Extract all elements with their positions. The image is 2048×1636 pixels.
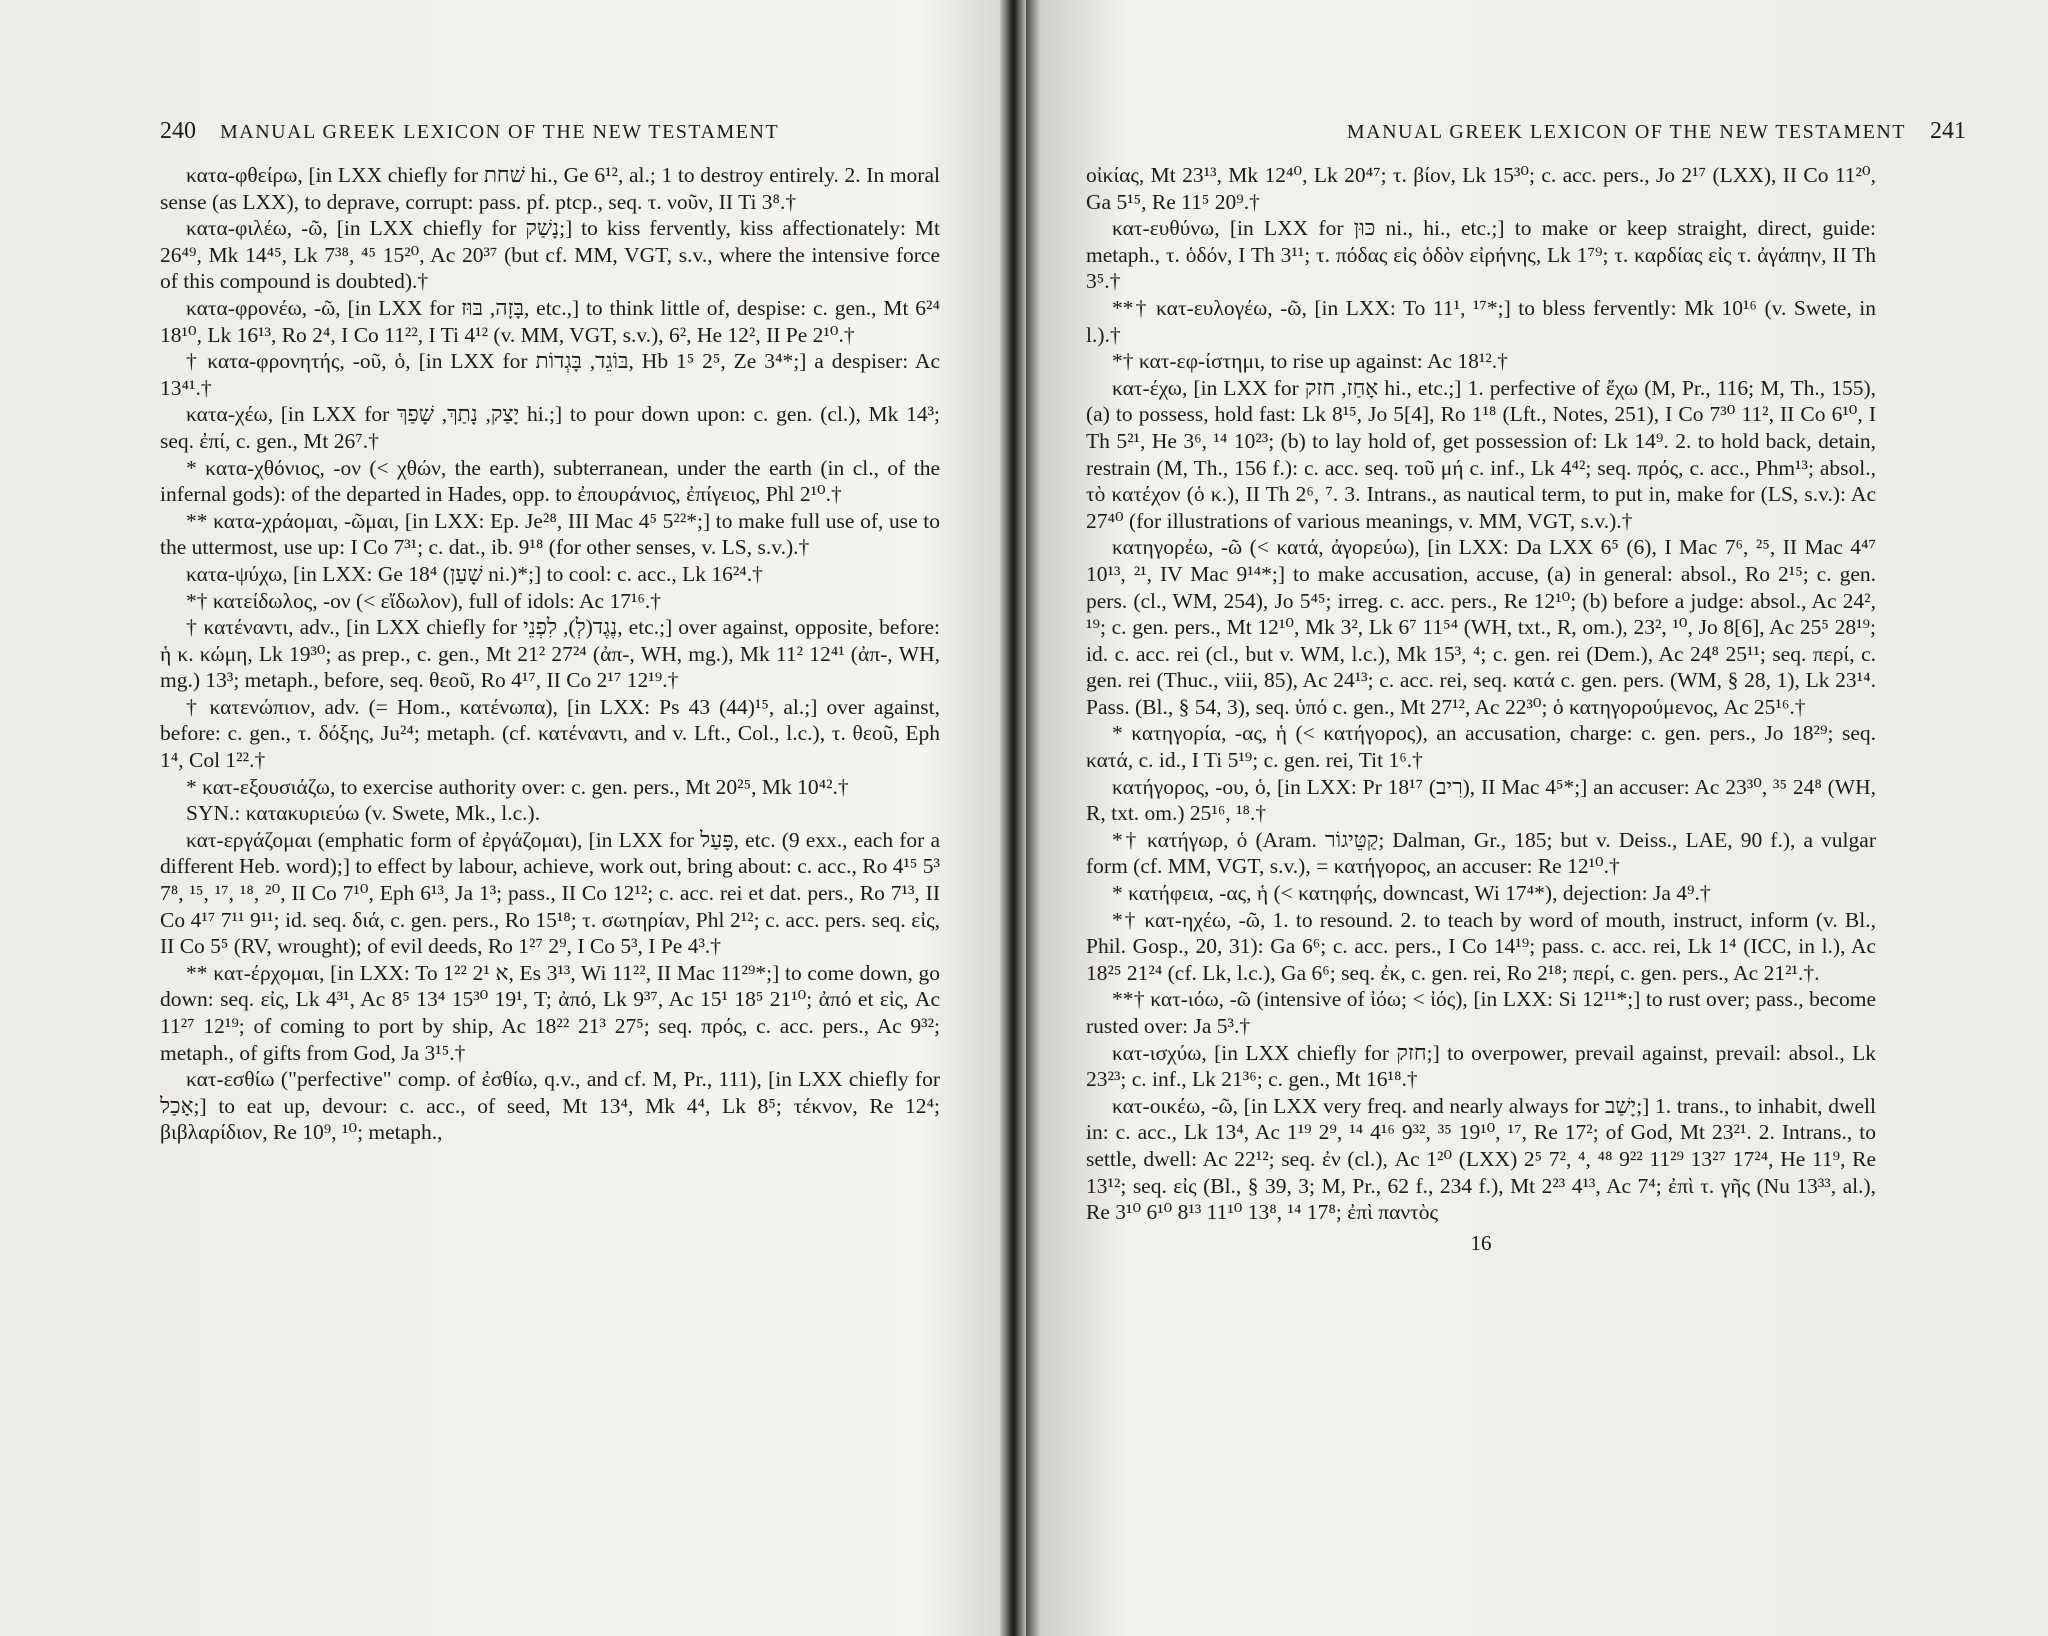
lexicon-entry: * κατηγορία, -ας, ἡ (< κατήγορος), an accusation, charge: c. gen. pers., Jo 18²⁹; seq. κατά, c. id., I Ti 5¹⁹; c. gen. rei, Tit 1⁶.†	[1086, 721, 1876, 773]
lexicon-entry: *† κατ-εφ-ίστημι, to rise up against: Ac 18¹².†	[1112, 349, 1508, 374]
lexicon-entry: † κατέναντι, adv., [in LXX chiefly for נֶגֶד(לְ), לִפְנֵי, etc.;] over against, opposite, before: ἡ κ. κώμη, Lk 19³⁰; as prep., c. gen., Mt 21² 27²⁴ (ἀπ-, WH, mg.), Mk 11² 12⁴¹ (ἀπ-, WH, mg.) 13³; metaph., before, seq. θεοῦ, Ro 4¹⁷, II Co 2¹⁷ 12¹⁹.†	[160, 615, 941, 693]
lexicon-entry: † κατενώπιον, adv. (= Hom., κατένωπα), [in LXX: Ps 43 (44)¹⁵, al.;] over against, before: c. gen., τ. δόξης, Ju²⁴; metaph. (cf. κατέναντι, and v. Lft., Col., l.c.), τ. θεοῦ, Eph 1⁴, Col 1²².†	[160, 694, 940, 773]
lexicon-entry: *† κατείδωλος, -ον (< εἴδωλον), full of idols: Ac 17¹⁶.†	[186, 588, 662, 613]
lexicon-entry: κατα-φθείρω, [in LXX chiefly for שׁחת hi., Ge 6¹², al.; 1 to destroy entirely. 2. In moral sense (as LXX), to deprave, corrupt: pass. pf. ptcp., seq. τ. νοῦν, II Ti 3⁸.†	[160, 163, 940, 214]
entry-continuation: οἰκίας, Mt 23¹³, Mk 12⁴⁰, Lk 20⁴⁷; τ. βίον, Lk 15³⁰; c. acc. pers., Jo 2¹⁷ (LXX), II Co 11²⁰, Ga 5¹⁵, Re 11⁵ 20⁹.†	[1086, 163, 1876, 214]
book-gutter	[1000, 0, 1026, 1636]
lexicon-entry: ** κατα-χράομαι, -ῶμαι, [in LXX: Ep. Je²⁸, III Mac 4⁵ 5²²*;] to make full use of, use to the uttermost, use up: I Co 7³¹; c. dat., ib. 9¹⁸ (for other senses, v. LS, s.v.).†	[160, 508, 940, 560]
lexicon-entry: κατα-χέω, [in LXX for יָצַק, נָתַךְ, שָׁפַךְ hi.;] to pour down upon: c. gen. (cl.), Mk 14³; seq. ἐπί, c. gen., Mt 26⁷.†	[160, 402, 940, 453]
lexicon-entry: *† κατ-ηχέω, -ῶ, 1. to resound. 2. to teach by word of mouth, instruct, inform (v. Bl., Phil. Gosp., 20, 31): Ga 6⁶; c. acc. pers., I Co 14¹⁹; pass. c. acc. rei, Lk 1⁴ (ICC, in l.), Ac 18²⁵ 21²⁴ (cf. Lk, l.c.), Ga 6⁶; seq. ἐκ, c. gen. rei, Ro 2¹⁸; περί, c. gen. pers., Ac 21²¹.†.	[1086, 907, 1876, 985]
left-page	[0, 0, 1000, 1636]
lexicon-entry: * κατ-εξουσιάζω, to exercise authority over: c. gen. pers., Mt 20²⁵, Mk 10⁴².†	[186, 774, 849, 799]
lexicon-entry: κατ-εργάζομαι (emphatic form of ἐργάζομαι), [in LXX for פָּעַל, etc. (9 exx., each for a different Heb. word);] to effect by labour, achieve, work out, bring about: c. acc., Ro 4¹⁵ 5³ 7⁸, ¹⁵, ¹⁷, ¹⁸, ²⁰, II Co 7¹⁰, Eph 6¹³, Ja 1³; pass., II Co 12¹²; c. acc. rei et dat. pers., Ro 7¹³, II Co 4¹⁷ 7¹¹ 9¹¹; id. seq. διά, c. gen. pers., Ro 15¹⁸; τ. σωτηρίαν, Phl 2¹²; c. acc. pers. seq. εἰς, II Co 5⁵ (RV, wrought); of evil deeds, Ro 1²⁷ 2⁹, I Co 5³, I Pe 4³.†	[160, 827, 940, 959]
lexicon-entry: κατ-εσθίω ("perfective" comp. of ἐσθίω, q.v., and cf. M, Pr., 111), [in LXX chiefly for אָכַל;] to eat up, devour: c. acc., of seed, Mt 13⁴, Mk 4⁴, Lk 8⁵; τέκνον, Re 12⁴; βιβλαρίδιον, Re 10⁹, ¹⁰; metaph.,	[160, 1067, 940, 1145]
lexicon-entry: ** κατ-έρχομαι, [in LXX: To 1²² א 2¹, Es 3¹³, Wi 11²², II Mac 11²⁹*;] to come down, go down: seq. εἰς, Lk 4³¹, Ac 8⁵ 13⁴ 15³⁰ 19¹, T; ἀπό, Lk 9³⁷, Ac 15¹ 18⁵ 21¹⁰; ἀπό et εἰς, Ac 11²⁷ 12¹⁹; of coming to port by ship, Ac 18²² 21³ 27⁵; seq. πρός, c. acc. pers., Ac 9³²; metaph., of gifts from God, Ja 3¹⁵.†	[160, 960, 941, 1065]
lexicon-entry: κατήγορος, -ου, ὁ, [in LXX: Pr 18¹⁷ (רִיב), II Mac 4⁵*;] an accuser: Ac 23³⁰, ³⁵ 24⁸ (WH, R, txt. om.) 25¹⁶, ¹⁸.†	[1086, 774, 1876, 826]
lexicon-entry: κατα-φιλέω, -ῶ, [in LXX chiefly for נָשַׁק;] to kiss fervently, kiss affectionately: Mt 26⁴⁹, Mk 14⁴⁵, Lk 7³⁸, ⁴⁵ 15²⁰, Ac 20³⁷ (but cf. MM, VGT, s.v., where the intensive force of this compound is doubted).†	[160, 216, 940, 294]
left-running-head	[160, 118, 779, 145]
lexicon-entry: κατ-ισχύω, [in LXX chiefly for חזק;] to overpower, prevail against, prevail: absol., Lk 23²³; c. inf., Lk 21³⁶; c. gen., Mt 16¹⁸.†	[1086, 1040, 1876, 1092]
left-page-number: 240	[160, 118, 196, 144]
right-page-number: 241	[1930, 118, 1966, 144]
left-text-column	[160, 162, 940, 1146]
right-text-column	[1086, 162, 1876, 1256]
right-page	[1026, 0, 2026, 1636]
lexicon-entry: * κατήφεια, -ας, ἡ (< κατηφής, downcast, Wi 17⁴*), dejection: Ja 4⁹.†	[1112, 881, 1711, 906]
synonym-note: SYN.: κατακυριεύω (v. Swete, Mk., l.c.).	[186, 801, 541, 826]
lexicon-entry: * κατα-χθόνιος, -ον (< χθών, the earth), subterranean, under the earth (in cl., of the infernal gods): of the departed in Hades, opp. to ἐπουράνιος, ἐπίγειος, Phl 2¹⁰.†	[160, 455, 940, 507]
lexicon-entry: κατ-ευθύνω, [in LXX for כּוּן ni., hi., etc.;] to make or keep straight, direct, guide: metaph., τ. ὁδόν, I Th 3¹¹; τ. πόδας εἰς ὁδὸν εἰρήνης, Lk 1⁷⁹; τ. καρδίας εἰς τ. ἀγάπην, II Th 3⁵.†	[1086, 216, 1876, 294]
lexicon-entry: *† κατήγωρ, ὁ (Aram. קַטֵּיגוֹר; Dalman, Gr., 185; but v. Deiss., LAE, 90 f.), a vulgar form (cf. MM, VGT, s.v.), = κατήγορος, an accuser: Re 12¹⁰.†	[1086, 827, 1876, 879]
right-running-title: MANUAL GREEK LEXICON OF THE NEW TESTAMENT	[1346, 121, 1906, 143]
lexicon-entry: κατα-ψύχω, [in LXX: Ge 18⁴ (שָׁעַן ni.)*;] to cool: c. acc., Lk 16²⁴.†	[186, 561, 763, 586]
lexicon-entry: κατα-φρονέω, -ῶ, [in LXX for בָּזָה, בּוּז, etc.,] to think little of, despise: c. gen., Mt 6²⁴ 18¹⁰, Lk 16¹³, Ro 2⁴, I Co 11²², I Ti 4¹² (v. MM, VGT, s.v.), 6², He 12², II Pe 2¹⁰.†	[160, 295, 940, 347]
signature-mark: 16	[1470, 1230, 1492, 1255]
lexicon-entry: κατ-οικέω, -ῶ, [in LXX very freq. and nearly always for יָשַׁב;] 1. trans., to inhabit, dwell in: c. acc., Lk 13⁴, Ac 1¹⁹ 2⁹, ¹⁴ 4¹⁶ 9³², ³⁵ 19¹⁰, ¹⁷, Re 17²; of God, Mt 23²¹. 2. Intrans., to settle, dwell: Ac 22¹²; seq. ἐν (cl.), Ac 1²⁰ (LXX) 2⁵ 7², ⁴, ⁴⁸ 9²² 11²⁹ 13²⁷ 17²⁴, He 11⁹, Re 13¹²; seq. εἰς (Bl., § 39, 3; M, Pr., 62 f., 234 f.), Mt 2²³ 4¹³, Ac 7⁴; ἐπὶ τ. γῆς (Nu 13³³, al.), Re 3¹⁰ 6¹⁰ 8¹³ 11¹⁰ 13⁸, ¹⁴ 17⁸; ἐπὶ παντὸς	[1086, 1093, 1876, 1225]
lexicon-entry: κατ-έχω, [in LXX for אָחַז, חזק hi., etc.;] 1. perfective of ἔχω (M, Pr., 116; M, Th., 155), (a) to possess, hold fast: Lk 8¹⁵, Jo 5[4], Ro 1¹⁸ (Lft., Notes, 251), I Co 7³⁰ 11², II Co 6¹⁰, I Th 5²¹, He 3⁶, ¹⁴ 10²³; (b) to lay hold of, get possession of: Lk 14⁹. 2. to hold back, detain, restrain (M, Th., 156 f.): c. acc. seq. τοῦ μή c. inf., Lk 4⁴²; seq. πρός, c. acc., Phm¹³; absol., τὸ κατέχον (ὁ κ.), II Th 2⁶, ⁷. 3. Intrans., as nautical term, to put in, make for (LS, s.v.): Ac 27⁴⁰ (for illustrations of various meanings, v. MM, VGT, s.v.).†	[1086, 375, 1876, 533]
lexicon-entry: † κατα-φρονητής, -οῦ, ὁ, [in LXX for בּוֹגֵד, בָּגְדוֹת, Hb 1⁵ 2⁵, Ze 3⁴*;] a despiser: Ac 13⁴¹.†	[160, 349, 940, 400]
lexicon-entry: **† κατ-ιόω, -ῶ (intensive of ἰόω; < ἰός), [in LXX: Si 12¹¹*;] to rust over; pass., become rusted over: Ja 5³.†	[1086, 987, 1876, 1038]
lexicon-entry: **† κατ-ευλογέω, -ῶ, [in LXX: To 11¹, ¹⁷*;] to bless fervently: Mk 10¹⁶ (v. Swete, in l.).†	[1086, 295, 1876, 347]
right-running-head	[1347, 118, 1966, 145]
left-running-title: MANUAL GREEK LEXICON OF THE NEW TESTAMENT	[220, 121, 780, 143]
lexicon-entry: κατηγορέω, -ῶ (< κατά, ἀγορεύω), [in LXX: Da LXX 6⁵ (6), I Mac 7⁶, ²⁵, II Mac 4⁴⁷ 10¹³, ²¹, IV Mac 9¹⁴*;] to make accusation, accuse, (a) in general: absol., Ro 2¹⁵; c. gen. pers. (cl., WM, 254), Jo 5⁴⁵; irreg. c. acc. pers., Re 12¹⁰; (b) before a judge: absol., Ac 24², ¹⁹; c. gen. pers., Mt 12¹⁰, Mk 3², Lk 6⁷ 11⁵⁴ (WH, txt., R, om.), 23², ¹⁰, Jo 8[6], Ac 25⁵ 28¹⁹; id. c. acc. rei (cl., but v. WM, l.c.), Mk 15³, ⁴; c. gen. rei (Dem.), Ac 24⁸ 25¹¹; seq. περί, c. gen. rei (Thuc., viii, 85), Ac 24¹³; c. acc. rei, seq. κατά c. gen. pers. (WM, § 28, 1), Lk 23¹⁴. Pass. (Bl., § 54, 3), seq. ὑπό c. gen., Mt 27¹², Ac 22³⁰; ὁ κατηγορούμενος, Ac 25¹⁶.†	[1086, 535, 1876, 719]
